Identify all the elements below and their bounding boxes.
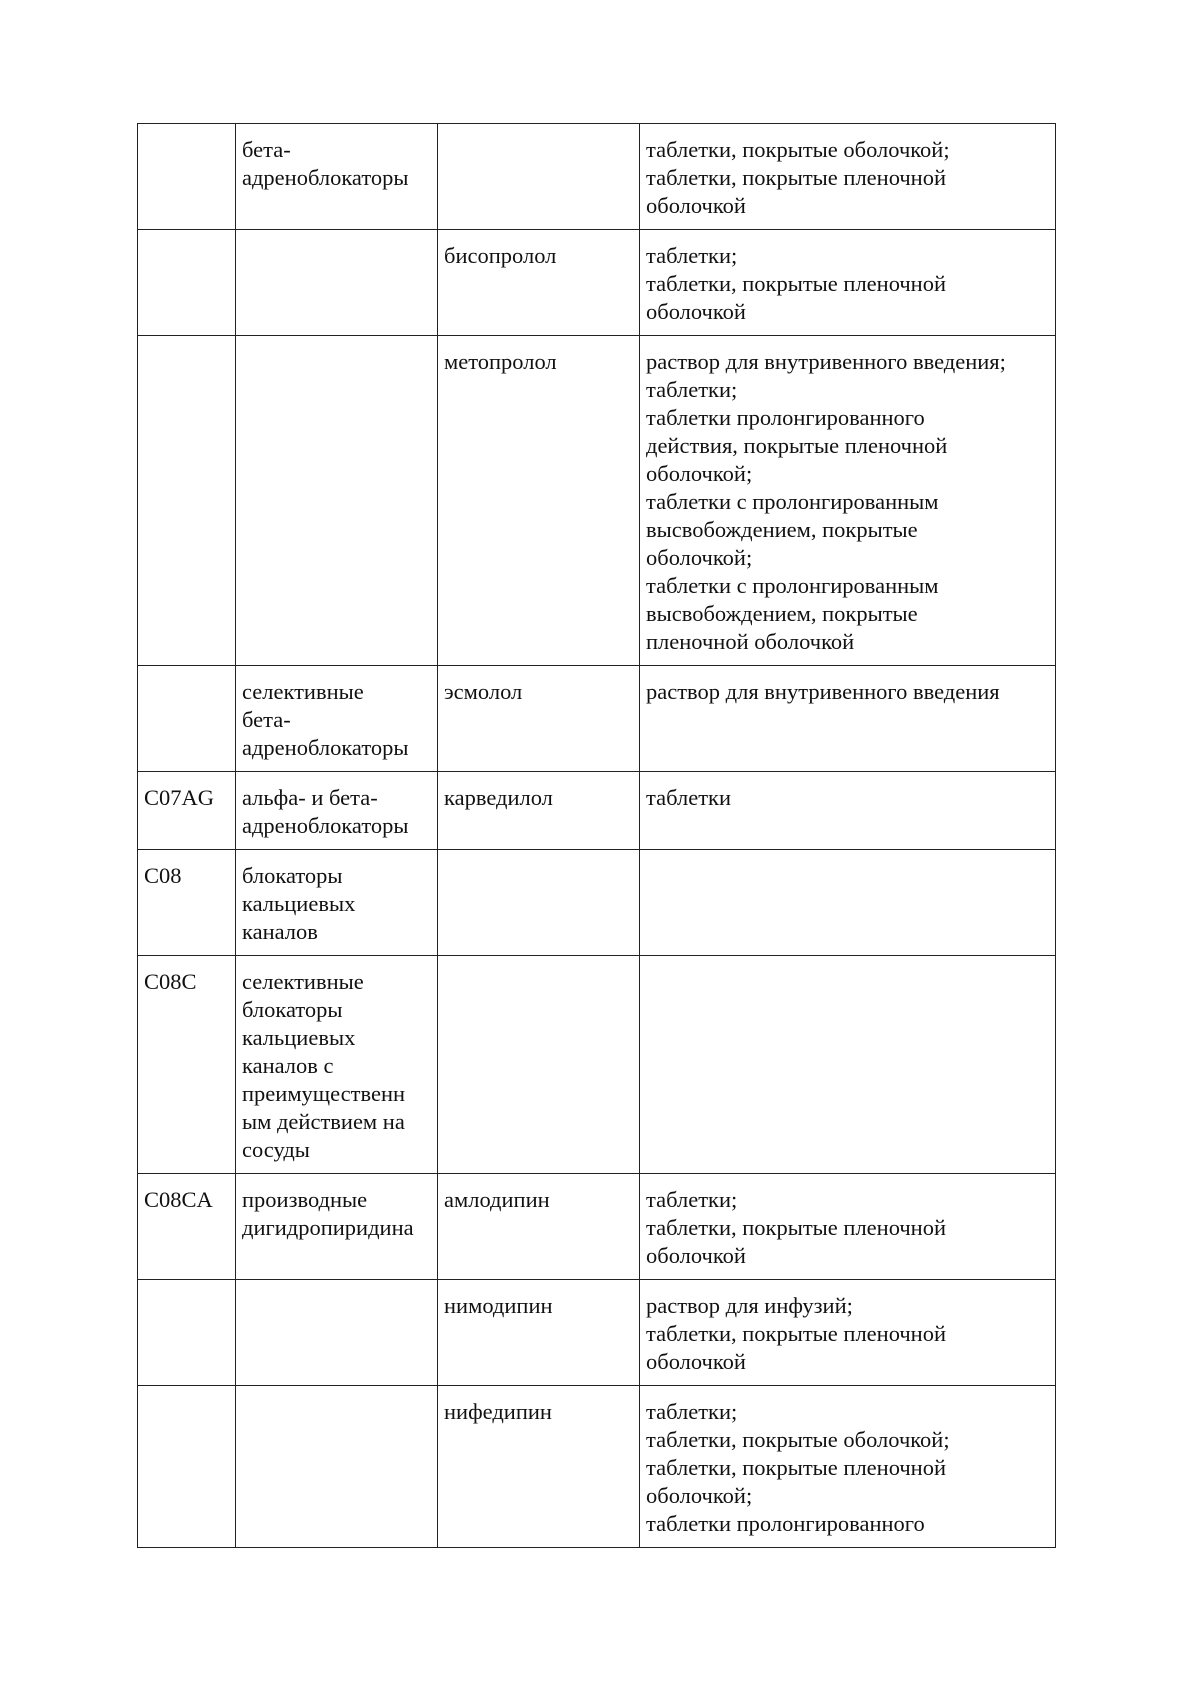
drug-name-cell: амлодипин <box>438 1174 640 1280</box>
table-row <box>138 1386 1056 1548</box>
group-cell <box>236 1280 438 1386</box>
group-cell: производные дигидропиридина <box>236 1174 438 1280</box>
atc-code-cell: C08C <box>138 956 236 1174</box>
dosage-form-cell: таблетки; таблетки, покрытые оболочкой; таблетки, покрытые пленочной оболочкой; таблетки пролонгированного <box>640 1386 1056 1548</box>
table-row <box>138 1174 1056 1280</box>
atc-code-cell: C08CA <box>138 1174 236 1280</box>
drug-name-cell <box>438 956 640 1174</box>
atc-code-cell: C07AG <box>138 772 236 850</box>
group-cell: селективные блокаторы кальциевых каналов с преимущественн ым действием на сосуды <box>236 956 438 1174</box>
atc-code-cell <box>138 230 236 336</box>
atc-code-cell <box>138 666 236 772</box>
drug-name-cell: нифедипин <box>438 1386 640 1548</box>
dosage-form-cell: таблетки <box>640 772 1056 850</box>
atc-code-cell <box>138 124 236 230</box>
group-cell: бета- адреноблокаторы <box>236 124 438 230</box>
table-row <box>138 666 1056 772</box>
table-row <box>138 336 1056 666</box>
atc-code-cell: C08 <box>138 850 236 956</box>
table-row <box>138 230 1056 336</box>
drug-name-cell <box>438 850 640 956</box>
dosage-form-cell: раствор для внутривенного введения <box>640 666 1056 772</box>
table-row <box>138 956 1056 1174</box>
drug-name-cell <box>438 124 640 230</box>
drug-classification-table <box>137 123 1056 1548</box>
drug-name-cell: бисопролол <box>438 230 640 336</box>
drug-name-cell: метопролол <box>438 336 640 666</box>
table-row <box>138 850 1056 956</box>
drug-name-cell: нимодипин <box>438 1280 640 1386</box>
dosage-form-cell: таблетки, покрытые оболочкой; таблетки, покрытые пленочной оболочкой <box>640 124 1056 230</box>
dosage-form-cell <box>640 956 1056 1174</box>
group-cell: альфа- и бета- адреноблокаторы <box>236 772 438 850</box>
group-cell: блокаторы кальциевых каналов <box>236 850 438 956</box>
table-row <box>138 1280 1056 1386</box>
table-row <box>138 124 1056 230</box>
atc-code-cell <box>138 1386 236 1548</box>
atc-code-cell <box>138 1280 236 1386</box>
dosage-form-cell: таблетки; таблетки, покрытые пленочной оболочкой <box>640 230 1056 336</box>
dosage-form-cell <box>640 850 1056 956</box>
dosage-form-cell: раствор для внутривенного введения; таблетки; таблетки пролонгированного действия, покрытые пленочной оболочкой; таблетки с пролонгированным высвобождением, покрытые оболочкой; таблетки с пролонгированным высвобождением, покрытые пленочной оболочкой <box>640 336 1056 666</box>
drug-name-cell: карведилол <box>438 772 640 850</box>
group-cell: селективные бета- адреноблокаторы <box>236 666 438 772</box>
table-row <box>138 772 1056 850</box>
dosage-form-cell: раствор для инфузий; таблетки, покрытые пленочной оболочкой <box>640 1280 1056 1386</box>
atc-code-cell <box>138 336 236 666</box>
group-cell <box>236 1386 438 1548</box>
group-cell <box>236 230 438 336</box>
dosage-form-cell: таблетки; таблетки, покрытые пленочной оболочкой <box>640 1174 1056 1280</box>
drug-name-cell: эсмолол <box>438 666 640 772</box>
group-cell <box>236 336 438 666</box>
